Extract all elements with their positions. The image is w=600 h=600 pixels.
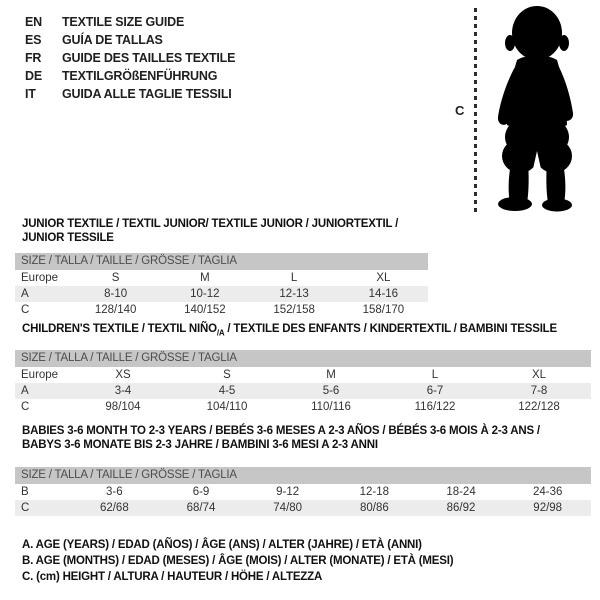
table-cell: 4-5	[218, 385, 236, 398]
table-cell: L	[290, 272, 298, 284]
table-title	[22, 322, 591, 340]
table-title-line	[22, 438, 591, 452]
table-row-c	[15, 399, 591, 415]
language-code: ES	[25, 33, 42, 47]
language-row-fr	[25, 49, 235, 67]
table-cell: 80/86	[359, 502, 389, 514]
table-row-b	[15, 484, 591, 500]
table-cell: 122/128	[518, 401, 560, 414]
baby-silhouette-icon	[484, 5, 596, 213]
height-measure-line	[474, 8, 477, 214]
table-cell: 158/170	[362, 304, 405, 316]
language-code: EN	[25, 15, 42, 29]
table-cell: 3-4	[114, 385, 132, 398]
row-label: A	[21, 385, 29, 398]
language-code: IT	[25, 87, 36, 101]
language-code: DE	[25, 69, 42, 83]
table-row-europe	[15, 270, 428, 286]
language-guide-title: TEXTILE SIZE GUIDE	[62, 15, 185, 29]
table-row-c	[15, 302, 428, 318]
table-cell: 68/74	[186, 502, 216, 514]
size-header-bar: SIZE / TALLA / TAILLE / GRÖSSE / TAGLIA	[15, 253, 428, 270]
table-title-line	[22, 424, 591, 438]
row-label: C	[21, 304, 30, 316]
table-row-a	[15, 383, 591, 399]
height-measure-label: C	[455, 103, 465, 118]
table-cell: 7-8	[530, 385, 548, 398]
table-cell: 5-6	[322, 385, 340, 398]
legend-note: C. (cm) HEIGHT / ALTURA / HAUTEUR / HÖHE / ALTEZZA	[22, 571, 323, 583]
table-cell: 62/68	[99, 502, 129, 514]
language-row-it	[25, 85, 235, 103]
table-cell: 98/104	[105, 401, 141, 414]
title-text: BABIES 3-6 MONTH TO 2-3 YEARS / BEBÉS 3-6 MESES A 2-3 AÑOS / BÉBÉS 3-6 MOIS À 2-3 ANS /	[22, 425, 540, 437]
row-label: Europe	[21, 272, 59, 284]
table-cell: 6-7	[426, 385, 444, 398]
table-cell: 12-13	[279, 288, 309, 300]
table-cell: XS	[115, 369, 131, 382]
legend-note: A. AGE (YEARS) / EDAD (AÑOS) / ÂGE (ANS) / ALTER (JAHRE) / ETÀ (ANNI)	[22, 539, 422, 551]
language-row-en	[25, 13, 235, 31]
legend-note: B. AGE (MONTHS) / EDAD (MESES) / ÂGE (MOIS) / ALTER (MONATE) / ETÀ (MESI)	[22, 555, 454, 567]
table-cell: 12-18	[359, 486, 390, 498]
table-cell: L	[431, 369, 439, 382]
table-cell: XL	[376, 272, 391, 284]
junior-textile-table	[15, 217, 428, 318]
table-cell: 110/116	[311, 401, 351, 414]
table-cell: 152/158	[273, 304, 315, 316]
table-title	[22, 217, 428, 245]
row-label: A	[21, 288, 29, 300]
language-code: FR	[25, 51, 42, 65]
legend-notes	[22, 537, 453, 585]
size-header-bar: SIZE / TALLA / TAILLE / GRÖSSE / TAGLIA	[15, 350, 591, 367]
table-cell: 86/92	[446, 502, 476, 514]
row-label: C	[21, 502, 30, 514]
row-label: B	[21, 486, 29, 498]
language-guide-title: GUIDA ALLE TAGLIE TESSILI	[62, 87, 232, 101]
table-row-c	[15, 500, 591, 516]
table-cell: XL	[531, 369, 547, 382]
table-cell: 14-16	[368, 288, 399, 300]
table-cell: 6-9	[192, 486, 210, 498]
row-label: C	[21, 401, 30, 414]
language-guide-title: GUIDE DES TAILLES TEXTILE	[62, 51, 236, 65]
table-cell: S	[111, 272, 120, 284]
language-row-de	[25, 67, 235, 85]
size-header-bar: SIZE / TALLA / TAILLE / GRÖSSE / TAGLIA	[15, 467, 591, 484]
table-cell: 92/98	[533, 502, 563, 514]
babies-textile-table	[15, 424, 591, 516]
table-cell: 3-6	[106, 486, 123, 498]
table-row-europe	[15, 367, 591, 383]
table-cell: 9-12	[276, 486, 300, 498]
language-guide-title: GUÍA DE TALLAS	[62, 33, 163, 47]
table-cell: 8-10	[104, 288, 128, 300]
title-text: / TEXTILE DES ENFANTS / KINDERTEXTIL / BAMBINI TESSILE	[224, 323, 557, 335]
row-label: Europe	[21, 369, 59, 382]
language-guide-title: TEXTILGRÖßENFÜHRUNG	[62, 69, 218, 83]
table-cell: 18-24	[446, 486, 476, 498]
table-cell: 104/110	[206, 401, 248, 414]
table-cell: 10-12	[190, 288, 220, 300]
table-row-a	[15, 286, 428, 302]
table-cell: 74/80	[273, 502, 303, 514]
table-cell: 128/140	[94, 304, 137, 316]
childrens-textile-table	[15, 322, 591, 415]
title-text: BABYS 3-6 MONATE BIS 2-3 JAHRE / BAMBINI 3-6 MESI A 2-3 ANNI	[22, 439, 378, 451]
table-cell: 140/152	[184, 304, 226, 316]
language-title-list	[25, 13, 235, 103]
title-subscript: /A	[216, 328, 225, 338]
language-row-es	[25, 31, 235, 49]
table-title-line	[22, 217, 428, 245]
table-cell: S	[223, 369, 231, 382]
table-cell: 116/122	[414, 401, 456, 414]
table-cell: M	[326, 369, 336, 382]
title-text: JUNIOR TEXTILE / TEXTIL JUNIOR/ TEXTILE JUNIOR / JUNIORTEXTIL / JUNIOR TESSILE	[22, 218, 399, 244]
title-text: CHILDREN'S TEXTILE / TEXTIL NIÑO	[22, 323, 217, 335]
table-title	[22, 424, 591, 452]
table-cell: 24-36	[532, 486, 563, 498]
table-cell: M	[200, 272, 210, 284]
table-title-line	[22, 322, 591, 340]
